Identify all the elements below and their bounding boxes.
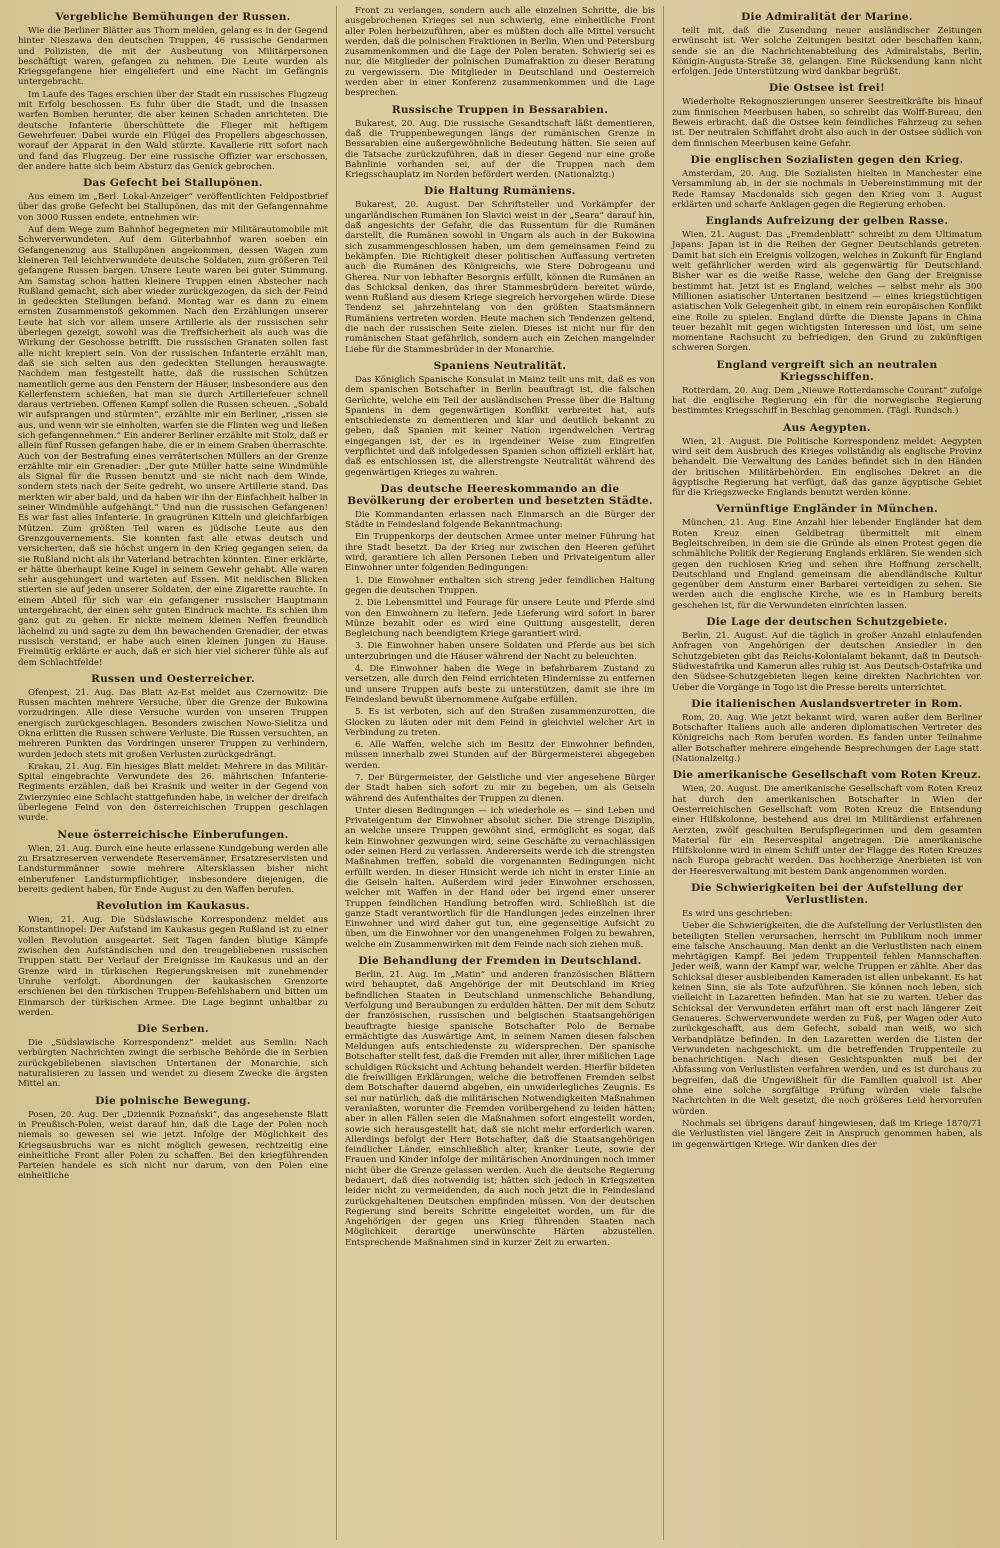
article-paragraph: Amsterdam, 20. Aug. Die Sozialisten hielten in Manchester eine Versammlung ab, in der sie nochmals in Uebereinstimmung mit der Rede Ramsay Macdonalds sich gegen den Krieg vom 3. August erklärten und scharfe Anklagen gegen die Regierung erhoben.	[672, 168, 982, 210]
article-headline: Die italienischen Auslandsvertreter in Rom.	[691, 697, 963, 710]
article-headline: Russen und Oesterreicher.	[91, 672, 255, 685]
article-headline: Das deutsche Heereskommando an die Bevölkerung der eroberten und besetzten Städte.	[347, 482, 653, 507]
article-headline: Das Gefecht bei Stallupönen.	[83, 177, 263, 190]
article-paragraph: Rotterdam, 20. Aug. Dem „Nieuwe Rotterdamsche Courant“ zufolge hat die englische Regierung ein für die norwegische Regierung bestimmtes Kriegsschiff in Beschlag genommen. (Tägl. Rundsch.)	[672, 385, 982, 417]
article-paragraph: Ein Truppenkorps der deutschen Armee unter meiner Führung hat ihre Stadt besetzt. Da der Krieg nur zwischen den Heeren geführt wird, garantiere ich allen Personen Leben und Privateigentum aller Einwohner unter folgenden Bedingungen:	[345, 532, 655, 574]
article-paragraph: Die Kommandanten erlassen nach Einmarsch an die Bürger der Städte in Feindesland folgende Bekanntmachung:	[345, 509, 655, 531]
article-headline: Die Ostsee ist frei!	[769, 82, 885, 95]
article-paragraph: 2. Die Lebensmittel und Fourage für unsere Leute und Pferde sind von den Einwohnern zu liefern. Jede Lieferung wird sofort in barer Münze bezahlt oder es wird eine Quittung ausgestellt, deren Begleichung nach beendigtem Kriege garantiert wird.	[345, 598, 655, 640]
article-paragraph: 5. Es ist verboten, sich auf den Straßen zusammenzurotten, die Glocken zu läuten oder mit dem Feind in gleichviel welcher Art in Verbindung zu treten.	[345, 707, 655, 738]
article-paragraph: München, 21. Aug. Eine Anzahl hier lebender Engländer hat dem Roten Kreuz einen Geldbetrag übermittelt mit einem Begleitschreiben, in dem sie die Gründe als einen Protest gegen die schmähliche Politik der Regierung Englands erklären. Sie wenden sich gegen den ruchlosen Krieg und sehen ihre Hoffnung zerschellt, Deutschland und England gemeinsam die abendländische Kultur gegenüber dem Ansturm einer Barbarei verteidigen zu sehen. Sie werden auch die englische Kirche, wie es in Hamburg bereits geschehen ist, für die Verwundeten einrichten lassen.	[672, 518, 982, 611]
article-paragraph: Auf dem Wege zum Bahnhof begegneten mir Militärautomobile mit Schwerverwundeten. Auf dem Güterbahnhof waren soeben ein Gefangenenzug aus Stallupönen angekommen, dessen Wagen zum kleineren Teil leichtverwundete deutsche Soldaten, zum größeren Teil gefangene Russen bargen. Unsere Leute waren bei guter Stimmung. Am Samstag schon hatten kleinere Truppen einen Abstecher nach Rußland gemacht, sich aber wieder zurückgezogen, da sich der Feind in gedeckten Stellungen befand. Montag war es dann zu einem ernsten Zusammenstoß gekommen. Nach den Erzählungen unserer Leute hat sich vor allem unsere Artillerie als der russischen sehr überlegen gezeigt, sowohl was die Treffsicherheit als auch was die Wirkung der Geschosse betrifft. Die russischen Granaten sollen fast alle nicht krepiert sein. Von der russischen Infanterie erzählt man, daß sie sich selten aus den gedeckten Stellungen herauswagte. Nachdem man festgestellt hatte, daß die russischen Schützen namentlich gerne aus den Fenstern der Häuser, insbesondere aus den Kellerfenstern schießen, hat man sie durch Artilleriefeuer schnell daraus vertrieben. Offenen Kampf sollen die Russen scheuen. „Sobald wir aufsprangen und stürmten“, erzählte mir ein Berliner, „rissen sie aus, und wenn wir sie einholten, warfen sie die Flinten weg und ließen sich gefangennehmen.“ Ein anderer Berliner erzählte mit Stolz, daß er allein fünf Russen gefangen habe, die er in einem Graben überraschte. Auch von der Bestrafung eines verräterischen Müllers an der Grenze erzählte mir ein Grenadier: „Der gute Müller hatte seine Windmühle als Signal für die Russen benutzt und sie nicht nach dem Winde, sondern stets nach der Seite gedreht, wo unsere Artillerie stand. Das merkten wir aber bald, und da haben wir ihn der Einfachheit halber in seiner Windmühle aufgehängt.“ Und nun die russischen Gefangenen! Es war fast alles Infanterie. In graugrünen Kitteln und gleichfarbigen Mützen. Zum größten Teil waren es jüdische Leute aus den Grenzgouvernements. Sie konnten fast alle etwas deutsch und versicherten, daß sie höchst ungern in den Krieg gegangen seien, da sie Rußland nicht als ihr Vaterland betrachten könnten. Einer erklärte, er hätte überhaupt keine Kugel in seinem Gewehr gehabt. Alle waren sehr ausgehungert und warteten auf Essen. Mit neidischen Blicken stierten sie auf jeden unserer Soldaten, der eine Zigarette rauchte. In einem Abteil für sich war ein gefangener russischer Hauptmann untergebracht, der einen sehr guten Eindruck machte. Es schien ihm ganz gut zu gehen. Er nickte meinem kleinen Neffen freundlich lächelnd zu und sagte zu dem ihn bewachenden Grenadier, der etwas russisch verstand, er habe auch einen kleinen Jungen zu Hause. Freimütig erklärte er auch, daß er sich hier viel sicherer fühle als auf dem Schlachtfelde!	[18, 225, 328, 668]
article-paragraph: Im Laufe des Tages erschien über der Stadt ein russisches Flugzeug mit Erfolg beschossen. Es fuhr über die Stadt, und die Insassen warfen Bomben herunter, die aber keinen Schaden anrichteten. Die deutsche Infanterie überschüttete die Flieger mit heftigem Gewehrfeuer. Dabei wurde ein Flügel des Propellers abgeschossen, worauf der Apparat in den Wald stürzte. Kavallerie ritt sofort nach und fand das Flugzeug. Der eine russische Offizier war erschossen, der andere hatte sich beim Absturz das Genick gebrochen.	[18, 89, 328, 172]
article-paragraph: Es wird uns geschrieben:	[682, 909, 793, 919]
article-headline: Die Haltung Rumäniens.	[424, 185, 576, 198]
article-paragraph: Posen, 20. Aug. Der „Dziennik Poznański“, das angesehenste Blatt in Preußisch-Polen, weist darauf hin, daß die Lage der Polen noch niemals so gewesen sei wie jetzt. Infolge der Möglichkeit des Kriegsausbruchs war es nicht möglich gewesen, rechtzeitig eine einheitliche Front aller Polen zu schaffen. Bei den kriegführenden Parteien handele es sich nicht nur darum, von den Polen eine einheitliche	[18, 1109, 328, 1182]
article-headline: Die Schwierigkeiten bei der Aufstellung der Verlustlisten.	[691, 882, 963, 906]
article-paragraph: Wien, 21. August. Das „Fremdenblatt“ schreibt zu dem Ultimatum Japans: Japan ist in die Reihen der Gegner Deutschlands getreten. Damit hat sich ein Ereignis vollzogen, welches in Zukunft für England weit gefährlicher werden wird als gegenwärtig für Deutschland. Bisher war es die weiße Rasse, welche den Gang der Ereignisse bestimmt hat. Jetzt ist es England, welches — selbst mehr als 300 Millionen asiatischer Untertanen besitzend — eines kriegstüchtigen asiatischen Volk Gelegenheit gibt, in einem rein europäischen Konflikt eine Rolle zu spielen. England dürfte die Dienste Japans in China teuer bezahlt mit gegen wichtigsten Interessen und löst, um seine momentane Rachsucht zu befriedigen, den Grund zu zukünftigen schweren Sorgen.	[672, 230, 982, 354]
article-paragraph: Ueber die Schwierigkeiten, die die Aufstellung der Verlustlisten den beteiligten Stellen verursachen, herrscht im Publikum noch immer eine falsche Anschauung. Man denkt an die Verlustlisten nach einem mehrtägigen Kampf. Bei jedem Truppenteil fehlen Mannschaften. Jeder weiß, wann der Kampf war, welche Truppen er zählte. Aber das Schicksal dieser ausbleibenden Kameraden ist allen unbekannt. Es hat keinen Sinn, sie als Tote aufzuführen. Sie können noch leben, sich vielleicht in Lazaretten befinden. Man hat sie zu warten. Ueber das Schicksal der Verwundeten erfährt man oft erst nach längerer Zeit Genaueres. Schwerverwundete werden zu Fuß, per Wagen oder Auto zurückgeschafft, aus dem Gefecht, sobald man weiß, wo sich Verbandplätze befinden. In den Lazaretten werden die Listen der Verwundeten nachgeschickt, um die betreffenden Truppenteile zu benachrichtigen. Nach diesen Gesichtspunkten muß bei der Abfassung von Verlustlisten verfahren werden, und es ist durchaus zu begreifen, daß die Ungewißheit für die Familien qualvoll ist. Aber ohne eine solche sorgfältige Prüfung würden viele falsche Nachrichten in die Welt gesetzt, die noch größeres Leid hervorrufen würden.	[672, 921, 982, 1117]
article-headline: Die Behandlung der Fremden in Deutschland.	[358, 955, 642, 968]
article-paragraph: Berlin, 21. Aug. Im „Matin“ und anderen französischen Blättern wird behauptet, daß Angehörige der mit Deutschland im Krieg befindlichen Staaten in Deutschland unmenschliche Behandlung, Verfolgung und Beraubungen zu erdulden hätten. Der mit dem Schutz der französischen, russischen und belgischen Staatsangehörigen beauftragte hiesige spanische Botschafter Polo de Bernabe ermächtigte das Auswärtige Amt, in seinem Namen diesen falschen Meldungen aufs entschiedenste zu widersprechen. Der spanische Botschafter stellt fest, daß die Fremden mit aller, ihrer mißlichen Lage schuldigen Rücksicht und Achtung behandelt werden. Hierfür bildeten die freiwilligen Erklärungen, welche die betroffenen Fremden selbst dem Botschafter dauernd abgeben, ein unwiderlegliches Zeugnis. Es sei nur natürlich, daß die militärischen Notwendigkeiten Maßnahmen veranlaßten, worunter die Fremden vorübergehend zu leiden hätten; aber in allen Fällen seien die Maßnahmen sofort eingestellt worden, sowie sich herausgestellt hat, daß sie nicht mehr erforderlich waren. Allerdings befolgt der Herr Botschafter, daß die Staatsangehörigen feindlicher Länder, einschließlich alter, kranker Leute, sowie der Frauen und Kinder infolge der militärischen Anordnungen noch immer nicht über die Grenze gelassen werden. Auch die deutsche Regierung bedauert, daß dies notwendig ist; hätten sich jedoch in Kriegszeiten leider nicht zu vermeidenden, da auch noch jetzt die in Feindesland zurückgehaltenen Deutschen empfinden müssen. Von der deutschen Regierung sind bereits Schritte eingeleitet worden, um für die Angehörigen der gegen uns Krieg führenden Staaten nach Möglichkeit derartige unerwünschte Härten abzustellen. Entsprechende Maßnahmen sind in kurzer Zeit zu erwarten.	[345, 970, 655, 1248]
article-paragraph: Bukarest, 20. August. Der Schriftsteller und Vorkämpfer der ungarländischen Rumänen Ion Slavici weist in der „Seara“ darauf hin, daß angesichts der Gefahr, die das Russentum für die Rumänen darstellt, die Rumänen sowohl in Ungarn als auch in der Bukowina sich zusammengeschlossen haben, um dem gemeinsamen Feind zu bekämpfen. Die Richtigkeit dieser politischen Auffassung vertreten auch die Rumänen des Königreichs, wie Stere Dobrogeanu und Gherea. Nur von lebhafter Besorgnis erfüllt, können die Rumänen an das Schicksal denken, das ihrer Stammesbrüdern bereitet würde, wenn Rußland aus diesem Kriege siegreich hervorgehen würde. Diese Tendenz sei jahrzehntelang von den größten Staatsmännern Rumäniens vertreten worden. Heute machen sich Tendenzen geltend, die nach der russischen Seite zielen. Dieses ist nicht nur für den rumänischen Staat gefährlich, sondern auch ein Zeichen mangelnder Liebe für die Stammesbrüder in der Monarchie.	[345, 200, 655, 355]
column-3	[664, 6, 990, 1540]
article-headline: Revolution im Kaukasus.	[96, 900, 250, 913]
article-paragraph: Ofenpest, 21. Aug. Das Blatt Az-Est meldet aus Czernowitz: Die Russen machten mehrere Versuche, über die Grenze der Bukowina vorzudringen. Alle diese Versuche wurden von unseren Truppen energisch zurückgeschlagen. Besonders zwischen Nowo-Sielitza und Okna erlitten die Russen schwere Verluste. Die Russen versuchten, an mehreren Punkten das Vordringen unserer Truppen zu verhindern, wurden jedoch stets mit großen Verlusten zurückgedrängt.	[18, 687, 328, 760]
article-paragraph: Rom, 20. Aug. Wie jetzt bekannt wird, waren außer dem Berliner Botschafter Italiens auch alle anderen diplomatischen Vertreter des Königreichs nach Rom berufen worden. Es fanden unter Teilnahme aller Botschafter mehrere eingehende Besprechungen der Lage statt. (Nationalzeitg.)	[672, 712, 982, 765]
article-paragraph: Nochmals sei übrigens darauf hingewiesen, daß im Kriege 1870/71 die Verlustlisten viel längere Zeit in Anspruch genommen haben, als im gegenwärtigen Kriege. Wir danken dies der	[672, 1118, 982, 1150]
article-headline: Vernünftige Engländer in München.	[715, 503, 938, 516]
article-paragraph: Front zu verlangen, sondern auch alle einzelnen Schritte, die bis ausgebrochenen Krieges sei nun schwierig, eine einheitliche Front aller Polen herbeizuführen, aber es müßten doch alle Mittel versucht werden, daß die polnischen Fraktionen in Berlin, Wien und Petersburg zusammenkommen und die Lage der Polen beraten. Schwierig sei es nur, die Mitglieder der polnischen Dumafraktion zu dieser Beratung zu vergewissern. Die Mitglieder in Deutschland und Oesterreich werden aber in einer Konferenz zusammenkommen und die Lage besprechen.	[345, 6, 655, 99]
column-2	[337, 6, 664, 1540]
article-paragraph: Berlin, 21. August. Auf die täglich in großer Anzahl einlaufenden Anfragen von Angehörigen der deutschen Ansiedler in den Schutzgebieten gibt das Reichs-Kolonialamt bekannt, daß in Deutsch-Südwestafrika und Kamerun alles ruhig ist. Aus Deutsch-Ostafrika und den Südsee-Schutzgebieten liegen keine direkten Nachrichten vor. Ueber die Vorgänge in Togo ist die Presse bereits unterrichtet.	[672, 631, 982, 693]
article-paragraph: Bukarest, 20. Aug. Die russische Gesandtschaft läßt dementieren, daß die Truppenbewegungen längs der rumänischen Grenze in Bessarabien eine außergewöhnliche Bedeutung hätten. Sie seien auf die Tatsache zurückzuführen, daß in dieser Gegend nur eine große Bahnlinie vorhanden sei, auf der die Truppen nach dem Kriegsschauplatz im Norden befördert werden. (Nationalztg.)	[345, 118, 655, 181]
article-paragraph: Wie die Berliner Blätter aus Thorn melden, gelang es in der Gegend hinter Nieszawa den deutschen Truppen, 46 russische Gendarmen und Polizisten, die mit der Ausbeutung von Militärpersonen beschäftigt waren, gefangen zu nehmen. Die Leute wurden als Kriegsgefangene hier eingeliefert und eine Nacht im Gefängnis untergebracht.	[18, 26, 328, 88]
article-headline: Vergebliche Bemühungen der Russen.	[55, 11, 291, 23]
article-paragraph: Wiederholte Rekognoszierungen unserer Seestreitkräfte bis hinauf zum finnischen Meerbusen haben, so schreibt das Wolff-Bureau, den Beweis erbracht, daß die Ostsee kein feindliches Fahrzeug zu sehen ist. Der neutralen Schiffahrt droht also auch in der Ostsee südlich von dem finnischen Meerbusen keine Gefahr.	[672, 97, 982, 149]
article-paragraph: Wien, 21. Aug. Die Südslawische Korrespondenz meldet aus Konstantinopel: Der Aufstand im Kaukasus gegen Rußland ist zu einer vollen Revolution ausgeartet. Seit Tagen fanden blutige Kämpfe zwischen den Aufständischen und den treugebliebenen russischen Truppen statt. Der Verlauf der Ereignisse im Kaukasus und an der Grenze wird in türkischen Regierungskreisen mit zunehmender Unruhe verfolgt. Abordnungen der kaukasischen Grenzorte erschienen bei den türkischen Truppen-Befehlshabern und bitten um Einmarsch der türkischen Armee. Die Lage beginnt unhaltbar zu werden.	[18, 915, 328, 1018]
article-headline: Die polnische Bewegung.	[95, 1094, 251, 1107]
article-paragraph: 6. Alle Waffen, welche sich im Besitz der Einwohner befinden, müssen innerhalb zwei Stunden auf der Bürgermeisterei abgegeben werden.	[345, 740, 655, 771]
article-headline: England vergreift sich an neutralen Kriegsschiffen.	[716, 358, 938, 383]
article-headline: Die amerikanische Gesellschaft vom Roten Kreuz.	[672, 769, 982, 782]
article-headline: Die Serben.	[137, 1023, 209, 1036]
article-paragraph: 1. Die Einwohner enthalten sich streng jeder feindlichen Haltung gegen die deutschen Truppen.	[345, 575, 655, 596]
article-paragraph: 7. Der Bürgermeister, der Geistliche und vier angesehene Bürger der Stadt haben sich sofort zu mir zu begeben, um als Geiseln während des Aufenthaltes der Truppen zu dienen.	[345, 773, 655, 804]
article-headline: Neue österreichische Einberufungen.	[57, 828, 289, 841]
article-headline: Englands Aufreizung der gelben Rasse.	[705, 215, 949, 228]
article-headline: Die Lage der deutschen Schutzgebiete.	[706, 616, 948, 629]
article-paragraph: Wien, 20. August. Die amerikanische Gesellschaft vom Roten Kreuz hat durch den amerikanischen Botschafter in Wien der Oesterreichischen Gesellschaft vom Roten Kreuz die Entsendung einer Hilfskolonne, bestehend aus drei im Militärdienst erfahrenen Aerzten, zwölf geschulten Berufspflegerinnen und dem gesamten Material für ein Reservespital angetragen. Die amerikanische Hilfskolonne wird in einem Schiff unter der Flagge des Roten Kreuzes nach Europa gebracht werden. Das hochherzige Anerbieten ist von der Heeresverwaltung mit bestem Dank angenommen worden.	[672, 784, 982, 877]
article-headline: Die Admiralität der Marine.	[741, 11, 913, 23]
article-paragraph: Die „Südslawische Korrespondenz“ meldet aus Semlin: Nach verbürgten Nachrichten zwingt die serbische Behörde die in Serbien zurückgebliebenen slavischen Untertanen der Monarchie, sich naturalisieren zu lassen und wendet zu diesem Zwecke die ärgsten Mittel an.	[18, 1038, 328, 1090]
article-paragraph: Krakau, 21. Aug. Ein hiesiges Blatt meldet: Mehrere in das Militär-Spital eingebrachte Verwundete des 26. mährischen Infanterie-Regiments erzählen, daß bei Kraśnik und weiter in der Gegend von Zwierzyniec eine Schlacht stattgefunden habe, in welcher der dreifach überlegene Feind von den österreichischen Truppen geschlagen wurde.	[18, 761, 328, 824]
article-paragraph: teilt mit, daß die Zusendung neuer ausländischer Zeitungen erwünscht ist. Wer solche Zeitungen besitzt oder beschaffen kann, sende sie an die Nachrichtenabteilung des Admiralstabs, Berlin, Königin-Augusta-Straße 38, gelangen. Eine Rücksendung kann nicht erfolgen. Jede Unterstützung wird dankbar begrüßt.	[672, 26, 982, 78]
article-paragraph: Wien, 21. Aug. Durch eine heute erlassene Kundgebung werden alle zu Ersatzreserven verwendete Reservemänner, Ersatzreservisten und Landsturmmänner sowie mehrere Altersklassen bisher nicht einberufener Landsturmpflichtiger, insbesondere diejenigen, die bereits gedient haben, für Ende August zu den Waffen berufen.	[18, 843, 328, 895]
article-paragraph: Aus einem im „Berl. Lokal-Anzeiger“ veröffentlichten Feldpostbrief über das große Gefecht bei Stallupönen, das mit der Gefangennahme von 3000 Russen endete, entnehmen wir:	[18, 192, 328, 223]
article-headline: Spaniens Neutralität.	[433, 359, 567, 372]
article-paragraph: Unter diesen Bedingungen — ich wiederhole es — sind Leben und Privateigentum der Einwohner absolut sicher. Die strenge Disziplin, an welche unsere Truppen gewöhnt sind, ermöglicht es sogar, daß kein Einwohner gezwungen wird, seine Geschäfte zu vernachlässigen oder seinen Herd zu verlassen. Andererseits werde ich die strengsten Maßnahmen treffen, sobald die vorgenannten Bedingungen nicht erfüllt werden. In dieser Hinsicht werde ich nicht in erster Linie an die Geiseln halten. Außerdem wird jeder Einwohner erschossen, welcher mit Waffen in der Hand oder bei irgend einer unserer Truppen feindlichen Handlung betroffen wird. Schließlich ist die ganze Stadt verantwortlich für die Handlungen jedes einzelnen ihrer Einwohner und wird daher gut tun, eine gegenseitige Aufsicht zu üben, um die Einwohner vor den unangenehmen Folgen zu bewahren, welche ein Zusammenwirken mit dem Feinde nach sich ziehen muß.	[345, 805, 655, 950]
column-1	[10, 6, 337, 1540]
article-paragraph: 3. Die Einwohner haben unsere Soldaten und Pferde aus bei sich unterzubringen und die Häuser während der Nacht zu beleuchten.	[345, 641, 655, 662]
article-paragraph: 4. Die Einwohner haben die Wege in befahrbarem Zustand zu versetzen, alle durch den Feind errichteten Hindernisse zu entfernen und unsere Truppen aufs beste zu unterstützen, damit sie ihre im Feindesland bewußt übernommene Aufgabe erfüllen.	[345, 664, 655, 705]
article-paragraph: Wien, 21. August. Die Politische Korrespondenz meldet: Aegypten wird seit dem Ausbruch des Krieges vollständig als englische Provinz behandelt. Die Verwaltung des Landes befindet sich in den Händen der britischen Militärbehörden. Ein englisches Dekret an die ägyptische Regierung hat verfügt, daß das ganze ägyptische Gebiet für die Kriegszwecke Englands benutzt werden könne.	[672, 436, 982, 499]
columns-container	[10, 6, 990, 1540]
article-headline: Aus Aegypten.	[783, 421, 871, 434]
article-headline: Die englischen Sozialisten gegen den Krieg.	[690, 153, 964, 166]
article-headline: Russische Truppen in Bessarabien.	[391, 103, 609, 116]
article-paragraph: Das Königlich Spanische Konsulat in Mainz teilt uns mit, daß es von dem spanischen Botschafter in Berlin beauftragt ist, die falschen Gerüchte, welche ein Teil der ausländischen Presse über die Haltung Spaniens in dem gegenwärtigen Konflikt verbreitet hat, aufs entschiedenste zu dementieren und klar und deutlich bekannt zu geben, daß Spanien mit keiner Nation irgendwelchen Vertrag eingegangen ist, der es in irgendeiner Weise zum Eingreifen verpflichtet und daß infolgedessen Spanien schon offiziell erklärt hat, daß es entschlossen ist, die allerstrengste Neutralität während des gegenwärtigen Krieges zu wahren.	[345, 374, 655, 478]
